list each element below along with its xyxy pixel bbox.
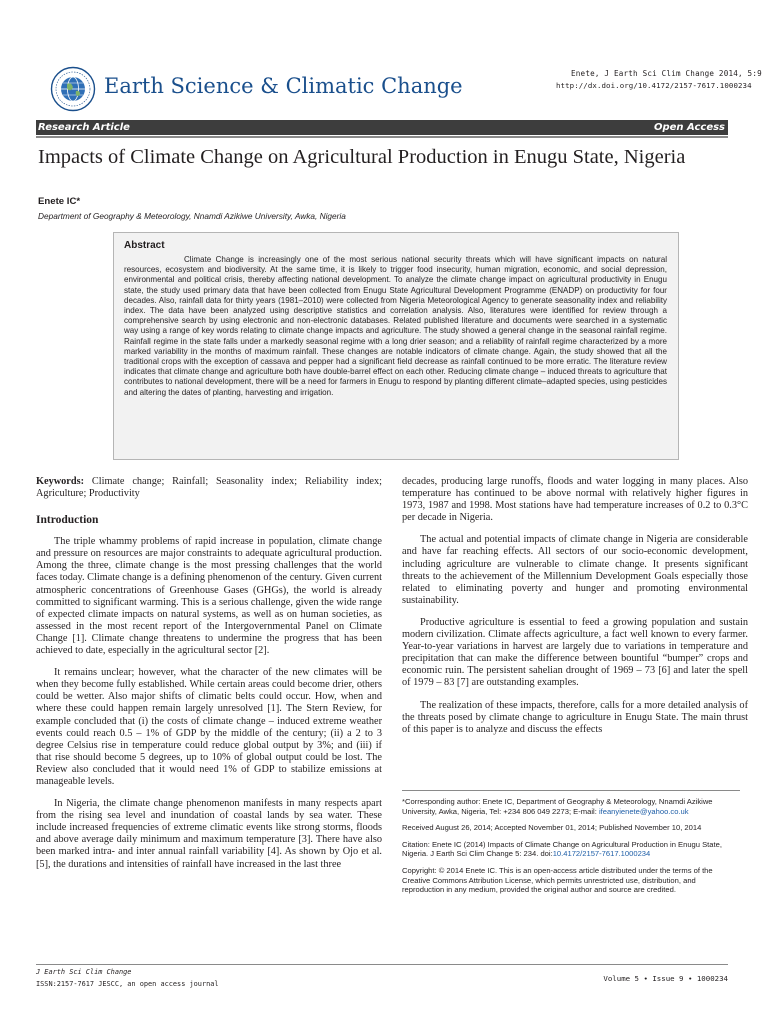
journal-title[interactable]: Earth Science & Climatic Change xyxy=(104,74,463,98)
paper-title: Impacts of Climate Change on Agricultural Production in Enugu State, Nigeria xyxy=(38,146,686,168)
body-paragraph: In Nigeria, the climate change phenomenon manifests in many respects apart from the rising sea level and inundation of coastal lands by sea water. These include increased frequencies of extreme climatic events like strong storms, floods and above average daily minimum and maximum temperature [3]. There have also been marked intra- and inter annual rainfall variability [4]. As shown by Ojo et al. [5], the durations and intensities of rainfall have increased in the last three xyxy=(36,798,382,870)
keywords xyxy=(36,476,382,500)
keywords-label: Keywords: xyxy=(36,476,85,487)
footer-volume: Volume 5 • Issue 9 • 1000234 xyxy=(603,974,728,983)
received-dates: Received August 26, 2014; Accepted November 01, 2014; Published November 10, 2014 xyxy=(402,823,702,833)
globe-seal-icon xyxy=(50,66,96,112)
footer-issn: ISSN:2157-7617 JESCC, an open access journal xyxy=(36,980,219,988)
body-paragraph: Productive agriculture is essential to feed a growing population and sustain modern civilization. Climate affects agriculture, a fact well known to every farmer. Year-to-year variations in harvest are largely due to variations in temperature and precipitation that can make the difference between bountiful “bumper” crops and economic ruin. The persistent sahelian drought of 1969 – 73 [6] and later the spell of 1979 – 83 [7] are outstanding examples. xyxy=(402,616,748,689)
open-access-label: Open Access xyxy=(653,122,725,133)
footer-journal: J Earth Sci Clim Change xyxy=(36,968,132,976)
abstract-text: Climate Change is increasingly one of the most serious national security threats which will have significant impacts on natural resources, ecosystem and biodiversity. At the same time, it is likely to trigger food insecurity, human migration, economic, and social depression, environmental and political crisis, thereby affecting national development. To analyze the climate change impact on agricultural productivity in Enugu state, the study used primary data that have been collected from Enugu State Agricultural Development Programme (ENADP) on productivity for four decades. Also, rainfall data for thirty years (1981–2010) were collected from Nigeria Meteorological Agency to generate seasonality index and reliability index. The data have been analyzed using descriptive statistics and correlation analysis. Also, literatures were identified for review through a comprehensive search by using electronic and non-electronic databases. Related published literature and documents were searched in a systematic way using a range of key words relating to climate change impacts and agriculture. The study showed a general change in the seasonal rainfall regime. Rainfall regime in the state falls under a markedly seasonal regime with a long drier season; and a reliability of rainfall regime characterized by a more marked variability in the months of maximum rainfall. These changes are notable indicators of climate change. Again, the study showed that all the traditional crops with the exception of cassava and pepper had a significant field decrease as rainfall continued to be more erratic. The literature review indicates that climate change and agriculture both have double-barrel effect on each other. Reducing climate change – induced threats to agriculture that contributes to national development, there will be a need for farmers in Enugu to respond by planting different climate–adapted species, using pesticides and altering the dates of planting, harvesting and irrigation. xyxy=(124,255,667,397)
left-column xyxy=(36,476,382,871)
body-paragraph: decades, producing large runoffs, floods and water logging in many places. Also temperature has continued to be above normal with relatively higher figures in 1973, 1987 and 1998. Most stations have had temperature increases of 0.2 to 0.3°C per decade in Nigeria. xyxy=(402,476,748,524)
body-paragraph: It remains unclear; however, what the character of the new climates will be when they become fully established. While certain areas could become drier, others could be wetter. Also major shifts of climatic belts could occur. How, when and where these could happen remain largely unresolved [1]. The Stern Review, for example concluded that (i) the costs of climate change – induced extreme weather events could reach 0.5 – 1% of GDP by the middle of the century; (ii) a 2 to 3 degree Celsius rise in temperature could reduce global output by 3%; and (iii) if that rise should become 5 degrees, up to 10% of global output could be lost. The Review also concluded that it would need 1% of GDP to stabilize emissions at manageable levels. xyxy=(36,667,382,787)
doi-link[interactable] xyxy=(556,81,752,90)
abstract-heading: Abstract xyxy=(124,240,165,251)
header-divider xyxy=(36,136,728,138)
author-email-link[interactable]: ifeanyienete@yahoo.co.uk xyxy=(598,806,689,816)
body-paragraph: The triple whammy problems of rapid increase in population, climate change and pressure on resources are major constraints to adequate agricultural production. Among the three, climate change is the most pressing challenges that the world faces today. Climate change is a defining phenomenon of the century. Given current atmospheric concentrations of Greenhouse Gases (GHGs), the world is already committed to significant warming. This is a serious challenge, given the wide range of expected climate impacts on natural systems, as well as on human societies, as assessed in the most recent report of the Intergovernmental Panel on Climate Change [1]. Climate change threatens to undermine the progress that has been achieved to date, especially in the agricultural sector [2]. xyxy=(36,536,382,657)
author-affiliation: Department of Geography & Meteorology, Nnamdi Azikiwe University, Awka, Nigeria xyxy=(38,211,346,221)
section-label: Research Article xyxy=(38,122,130,133)
citation-short: Enete, J Earth Sci Clim Change 2014, 5:9 xyxy=(571,69,762,78)
doi-prefix: http://dx.doi.org/ xyxy=(556,81,638,90)
citation-text: Citation: Enete IC (2014) Impacts of Climate Change on Agricultural Production in Enugu State, Nigeria. J Earth Sci Clim Change 5: 234. doi: xyxy=(402,839,722,859)
corresponding-author-text: *Corresponding author: Enete IC, Department of Geography & Meteorology, Nnamdi Azikiwe University, Awka, Nigeria, Tel: +234 806 049 2273; E-mail: xyxy=(402,797,713,816)
body-paragraph: The actual and potential impacts of climate change in Nigeria are considerable and have far reaching effects. All sectors of our socio-economic development, including agriculture are vulnerable to climate change. It presents significant threats to the achievement of the Millennium Development Goals especially those related to eliminating poverty and hunger and promoting environmental sustainability. xyxy=(402,534,748,606)
introduction-heading: Introduction xyxy=(36,514,99,527)
footer-divider xyxy=(36,964,728,965)
right-column xyxy=(402,476,748,736)
citation-note xyxy=(402,840,740,859)
copyright-note: Copyright: © 2014 Enete IC. This is an open-access article distributed under the terms of the Creative Commons Attribution License, which permits unrestricted use, distribution, and reproduction in any medium, provided the original author and source are credited. xyxy=(402,865,713,895)
corresponding-author-note xyxy=(402,797,740,816)
keywords-list: Climate change; Rainfall; Seasonality index; Reliability index; Agriculture; Productivity xyxy=(36,476,382,500)
section-bar xyxy=(36,120,728,135)
body-paragraph: The realization of these impacts, therefore, calls for a more detailed analysis of the threats posed by climate change to agriculture in Enugu State. The main thrust of this paper is to analyze and discuss the effects xyxy=(402,699,748,735)
citation-doi-link[interactable]: 10.4172/2157-7617.1000234 xyxy=(552,849,651,859)
abstract-box xyxy=(113,232,679,460)
footnotes xyxy=(402,790,740,895)
doi-suffix: 10.4172/2157-7617.1000234 xyxy=(637,81,752,90)
author-name: Enete IC* xyxy=(38,196,81,207)
